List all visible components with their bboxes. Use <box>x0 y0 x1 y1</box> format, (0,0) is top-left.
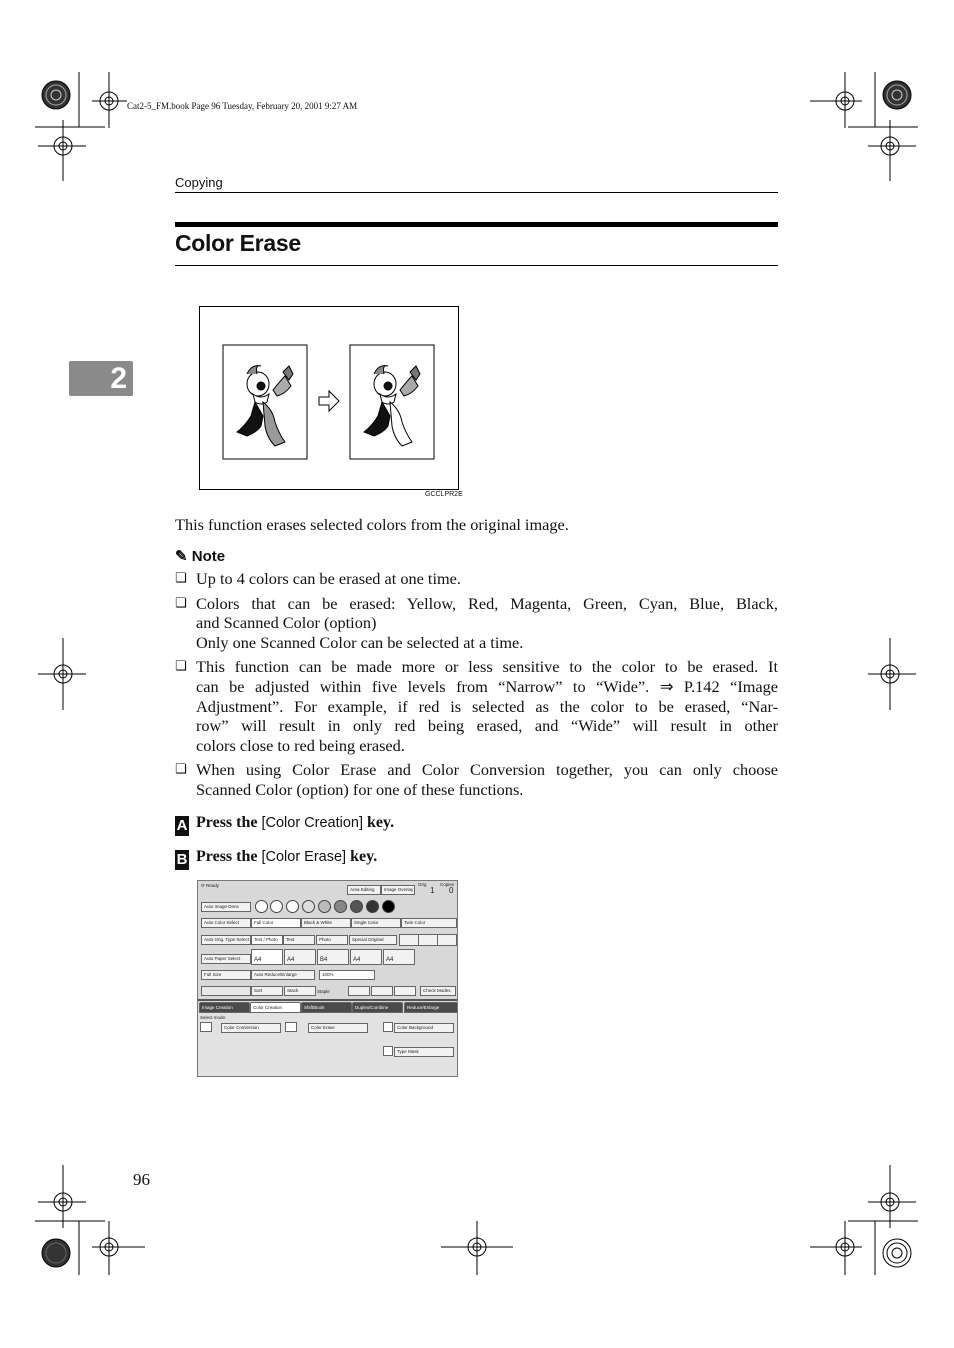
orientation-icon[interactable] <box>418 934 438 946</box>
select-mode-label: Select mode: <box>200 1015 227 1020</box>
color-erase-icon <box>285 1022 297 1032</box>
twin-color-button[interactable]: Twin Color <box>401 918 457 928</box>
note-item <box>175 657 778 755</box>
step-number-badge: A <box>176 817 188 834</box>
auto-image-density-button[interactable]: Auto Image Dens <box>201 902 251 912</box>
density-level-3[interactable] <box>286 900 299 913</box>
tab-color-creation[interactable]: Color Creation <box>250 1002 301 1013</box>
note-list <box>175 569 778 805</box>
copies-label: Copies <box>440 882 455 887</box>
page-number: 96 <box>133 1170 150 1189</box>
paper-tray-2[interactable]: A4 <box>284 949 316 965</box>
color-erase-button[interactable]: Color Erase <box>308 1023 368 1033</box>
checkbox-icon: ❏ <box>175 571 187 586</box>
full-size-button[interactable]: Full Size <box>201 970 251 980</box>
sort-mode-button[interactable] <box>201 986 251 996</box>
note-heading <box>175 547 225 565</box>
color-conversion-button[interactable]: Color Conversion <box>221 1023 281 1033</box>
text-button[interactable]: Text <box>283 935 315 945</box>
black-white-button[interactable]: Black & White <box>301 918 351 928</box>
auto-orig-type-button[interactable]: Auto Orig. Type Select <box>201 935 251 945</box>
page-title: Color Erase <box>175 230 301 256</box>
copier-control-panel <box>197 880 458 1077</box>
note-line: can be adjusted within five levels from “Narrow” to “Wide”. ⇒ P.142 “Image <box>196 676 778 696</box>
color-background-icon <box>383 1022 393 1032</box>
illustration-code: GCCLPR2E <box>425 491 463 498</box>
text-photo-button[interactable]: Text / Photo <box>251 935 283 945</box>
note-line: Colors that can be erased: Yellow, Red, Magenta, Green, Cyan, Blue, Black, <box>196 593 778 613</box>
staple-option-1[interactable] <box>348 986 370 996</box>
density-level-7[interactable] <box>350 900 363 913</box>
photo-button[interactable]: Photo <box>316 935 348 945</box>
orientation-icon[interactable] <box>399 934 419 946</box>
tab-duplex-combine[interactable]: Duplex/Combine <box>352 1002 403 1013</box>
tab-shift-book[interactable]: Shift/Book <box>301 1002 352 1013</box>
orientation-icon[interactable] <box>437 934 457 946</box>
checkbox-icon: ❏ <box>175 595 187 611</box>
step-text: Press the <box>196 814 262 831</box>
note-item <box>175 760 778 799</box>
sort-button[interactable]: Sort <box>251 986 283 996</box>
step-number-badge: B <box>176 851 188 868</box>
density-level-4[interactable] <box>302 900 315 913</box>
checkbox-icon: ❏ <box>175 762 187 778</box>
ratio-display: 100% <box>319 970 375 980</box>
color-creation-key-label: [Color Creation] <box>261 815 364 831</box>
chapter-number: 2 <box>110 362 127 395</box>
image-overlay-button[interactable]: Image Overlay <box>381 885 415 895</box>
copies-count: 0 <box>449 886 454 895</box>
staple-label: Staple <box>317 989 330 994</box>
status-area <box>201 883 219 889</box>
paper-tray-1[interactable]: A4 <box>251 949 283 965</box>
auto-color-select-button[interactable]: Auto Color Select <box>201 918 251 928</box>
staple-option-2[interactable] <box>371 986 393 996</box>
density-level-8[interactable] <box>366 900 379 913</box>
step-text: key. <box>346 848 378 865</box>
density-level-6[interactable] <box>334 900 347 913</box>
color-erase-key-label: [Color Erase] <box>261 849 347 865</box>
stack-button[interactable]: Stack <box>284 986 316 996</box>
step-text: key. <box>363 814 395 831</box>
single-color-button[interactable]: Single Color <box>351 918 401 928</box>
staple-option-3[interactable] <box>394 986 416 996</box>
color-conversion-icon <box>200 1022 212 1032</box>
note-item <box>175 594 778 653</box>
type-mask-button[interactable]: Type Mask <box>394 1047 454 1057</box>
area-editing-button[interactable]: Area Editing <box>347 885 381 895</box>
clown-before-after-drawing <box>200 307 458 489</box>
note-line: Up to 4 colors can be erased at one time. <box>196 569 461 588</box>
auto-reduce-enlarge-button[interactable]: Auto Reduce/Enlarge <box>251 970 315 980</box>
tab-image-creation[interactable]: Image Creation <box>199 1002 250 1013</box>
note-line: and Scanned Color (option) <box>196 613 377 633</box>
step-text: Press the <box>196 848 262 865</box>
note-line: When using Color Erase and Color Conversion together, you can only choose <box>196 760 778 780</box>
note-line: Only one Scanned Color can be selected at a time. <box>196 632 524 652</box>
ready-icon: ⟳ <box>201 883 205 888</box>
step-1 <box>175 814 394 836</box>
density-level-1[interactable] <box>255 900 268 913</box>
paper-tray-3[interactable]: B4 <box>317 949 349 965</box>
running-header: Copying <box>175 175 223 190</box>
note-line: Adjustment”. For example, if red is selected as the color to be erased, “Nar- <box>196 696 778 716</box>
checkbox-icon: ❏ <box>175 659 187 675</box>
title-rule <box>175 265 778 266</box>
note-line: row” will result in only red being erased, and “Wide” will result in other <box>196 716 778 736</box>
check-modes-button[interactable]: Check Modes <box>420 986 456 996</box>
color-background-button[interactable]: Color Background <box>394 1023 454 1033</box>
pencil-icon: ✎ <box>175 548 188 565</box>
special-original-button[interactable]: Special Original <box>349 935 397 945</box>
file-stamp: Cat2-5_FM.book Page 96 Tuesday, February 20, 2001 9:27 AM <box>127 101 358 111</box>
density-level-9[interactable] <box>382 900 395 913</box>
auto-paper-select-button[interactable]: Auto Paper Select <box>201 954 251 964</box>
intro-text: This function erases selected colors from the original image. <box>175 515 569 534</box>
title-bar <box>175 222 778 227</box>
color-erase-illustration <box>199 306 459 490</box>
note-item <box>175 569 778 589</box>
paper-tray-4[interactable]: A4 <box>350 949 382 965</box>
orig-label: Orig <box>418 882 427 887</box>
chapter-tab <box>69 361 133 396</box>
bypass-tray[interactable]: A4 <box>383 949 415 965</box>
note-heading-label: Note <box>191 548 226 565</box>
type-mask-icon <box>383 1046 393 1056</box>
step-2 <box>175 848 377 870</box>
density-level-5[interactable] <box>318 900 331 913</box>
header-rule <box>175 192 778 193</box>
orig-count: 1 <box>430 886 435 895</box>
density-level-2[interactable] <box>270 900 283 913</box>
tab-reduce-enlarge[interactable]: Reduce/Enlarge <box>404 1002 458 1013</box>
full-color-button[interactable]: Full Color <box>251 918 301 928</box>
note-line: Scanned Color (option) for one of these functions. <box>196 779 524 799</box>
note-line: colors close to red being erased. <box>196 735 405 755</box>
note-line: This function can be made more or less sensitive to the color to be erased. It <box>196 657 778 677</box>
panel-divider <box>198 999 457 1001</box>
status-text: Ready <box>206 883 220 888</box>
